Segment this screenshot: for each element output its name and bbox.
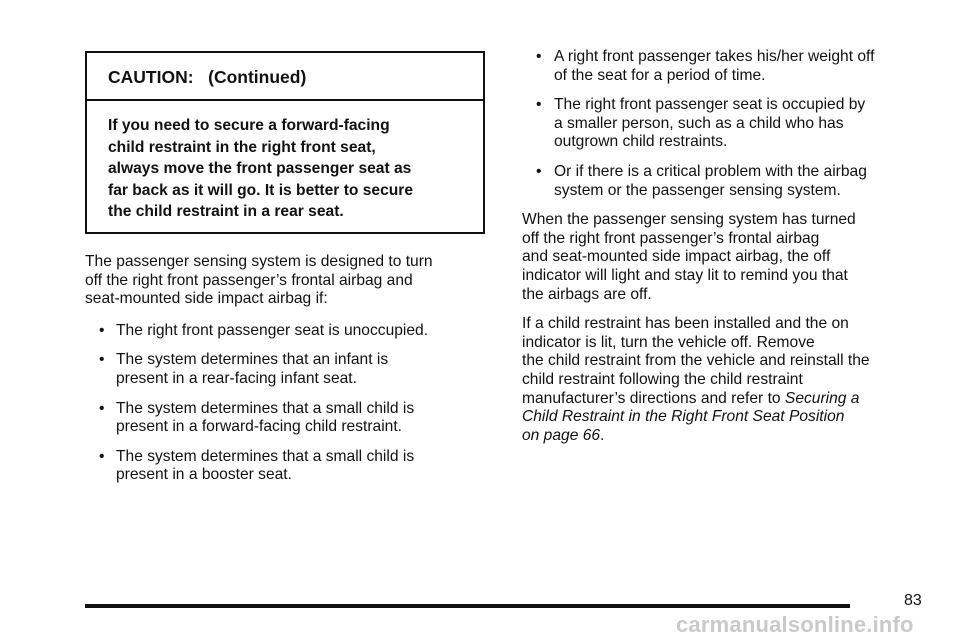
text-segment: .	[600, 426, 605, 444]
text-line	[522, 427, 932, 446]
text-line: The system determines that a small child is	[116, 399, 415, 417]
text-line: a smaller person, such as a child who has	[554, 114, 844, 132]
caution-box	[85, 51, 485, 234]
text-line: indicator is lit, turn the vehicle off. Remove	[522, 333, 815, 351]
intro-paragraph	[85, 253, 495, 309]
bullet-icon: •	[99, 399, 105, 417]
text-line: present in a forward-facing child restraint.	[116, 418, 403, 436]
caution-line: If you need to secure a forward-facing	[108, 117, 390, 134]
text-line: present in a rear-facing infant seat.	[116, 369, 357, 387]
bullet-icon: •	[99, 447, 105, 465]
watermark: carmanualsonline.info	[676, 612, 914, 637]
caution-line: always move the front passenger seat as	[108, 160, 412, 177]
bullet-icon: •	[536, 48, 542, 65]
caution-line: the child restraint in a rear seat.	[108, 203, 344, 220]
list-item	[85, 351, 495, 388]
text-line: the child restraint from the vehicle and reinstall the	[522, 352, 870, 370]
text-line: A right front passenger takes his/her weight off	[554, 48, 875, 65]
text-line: off the right front passenger’s frontal airbag	[522, 229, 820, 247]
list-item	[85, 400, 495, 437]
list-item	[85, 322, 495, 341]
list-item	[522, 48, 932, 85]
text-line: off the right front passenger’s frontal airbag and	[85, 271, 413, 289]
page-number: 83	[904, 592, 922, 609]
text-line: seat-mounted side impact airbag if:	[85, 290, 328, 308]
cross-reference-link[interactable]: Child Restraint in the Right Front Seat Position	[522, 408, 845, 426]
condition-list	[85, 322, 495, 485]
condition-list-continued	[522, 48, 932, 200]
list-item	[522, 96, 932, 152]
footer-rule	[85, 604, 850, 608]
bullet-icon: •	[99, 321, 105, 339]
text-line: outgrown child restraints.	[554, 133, 728, 151]
text-line	[522, 390, 932, 409]
text-line: present in a booster seat.	[116, 466, 292, 484]
list-item	[522, 163, 932, 200]
text-line: When the passenger sensing system has turned	[522, 211, 856, 229]
reinstall-paragraph	[522, 315, 932, 445]
caution-line: far back as it will go. It is better to secure	[108, 181, 414, 199]
text-line: The right front passenger seat is occupied by	[554, 96, 866, 114]
caution-line: child restraint in the right front seat,	[108, 138, 376, 156]
bullet-icon: •	[536, 162, 542, 180]
caution-title: CAUTION: (Continued)	[87, 53, 483, 101]
indicator-paragraph	[522, 211, 932, 304]
text-line: system or the passenger sensing system.	[554, 181, 841, 199]
list-item	[85, 448, 495, 485]
right-column	[522, 48, 932, 445]
text-line: the airbags are off.	[522, 285, 652, 303]
text-line: child restraint following the child restraint	[522, 370, 803, 388]
left-column	[85, 253, 495, 485]
bullet-icon: •	[536, 96, 542, 114]
text-line: Or if there is a critical problem with the airbag	[554, 162, 867, 180]
bullet-icon: •	[99, 351, 105, 369]
text-line: The system determines that a small child is	[116, 447, 415, 465]
text-segment: manufacturer’s directions and refer to	[522, 389, 785, 407]
text-line: indicator will light and stay lit to remind you that	[522, 266, 848, 284]
cross-reference-link[interactable]: Securing a	[784, 389, 860, 407]
text-line: If a child restraint has been installed and the on	[522, 315, 849, 333]
caution-text	[87, 101, 483, 223]
text-line: of the seat for a period of time.	[554, 66, 766, 84]
text-line: The passenger sensing system is designed to turn	[85, 253, 433, 270]
text-line: The system determines that an infant is	[116, 351, 389, 369]
text-line: and seat-mounted side impact airbag, the off	[522, 248, 831, 266]
cross-reference-link[interactable]: on page 66	[522, 426, 601, 444]
text-line: The right front passenger seat is unoccupied.	[116, 321, 429, 339]
